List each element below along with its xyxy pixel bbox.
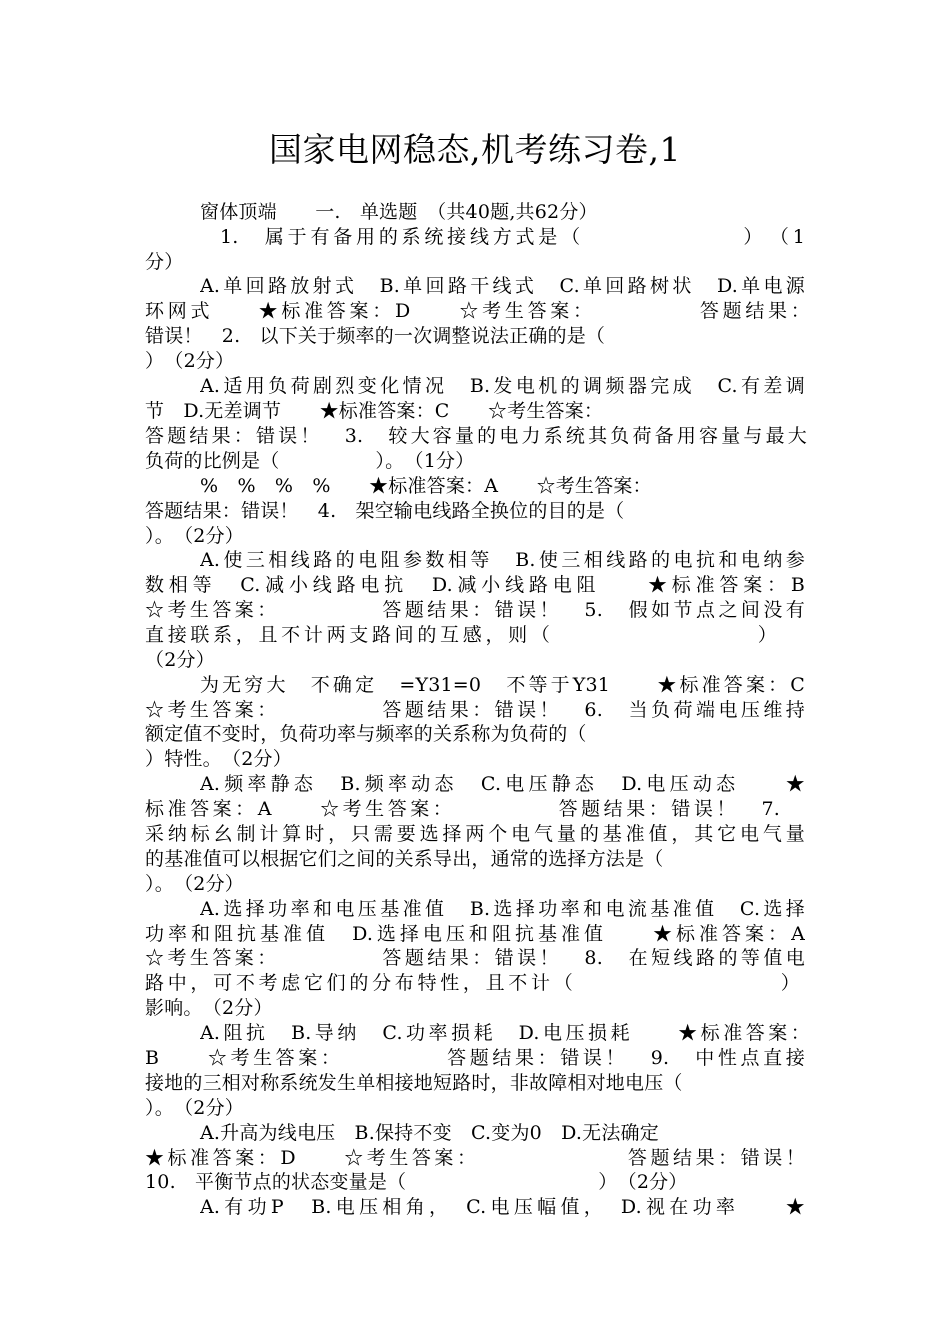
question-3-line: 负荷的比例是（ ）。 （1分） bbox=[145, 450, 475, 472]
question-4-options: A.使三相线路的电阻参数相等 B.使三相线路的电抗和电纳参 bbox=[200, 549, 805, 571]
question-5-line: 直接联系，且不计两支路间的互感，则（ ） bbox=[145, 624, 777, 646]
question-10-line: 10. 平衡节点的状态变量是（ ） （2分） bbox=[145, 1171, 688, 1193]
document-title: 国家电网稳态,机考练习卷,1 bbox=[269, 130, 681, 169]
question-7-options: A.选择功率和电压基准值 B.选择功率和电流基准值 C.选择 bbox=[200, 898, 805, 920]
question-3-options-answer: % % % % ★标准答案：A ☆考生答案： bbox=[200, 475, 652, 497]
question-1-answer: 环网式 ★标准答案：D ☆考生答案： 答题结果： bbox=[145, 300, 810, 322]
question-6-answer: 标准答案：A ☆考生答案： 答题结果：错误！ 7. bbox=[145, 798, 780, 820]
question-8-options-answer: A.阻抗 B.导纳 C.功率损耗 D.电压损耗 ★标准答案： bbox=[200, 1022, 810, 1044]
question-1-line: 1. 属于有备用的系统接线方式是（ ） （1 bbox=[220, 226, 805, 248]
question-7-line: 的基准值可以根据它们之间的关系导出，通常的选择方法是（ bbox=[145, 848, 664, 870]
section-header: 窗体顶端 一. 单选题 （共40题,共62分） bbox=[200, 201, 598, 223]
question-2-line: ） （2分） bbox=[145, 350, 235, 372]
question-2-answer: 节 D.无差调节 ★标准答案：C ☆考生答案： bbox=[145, 400, 604, 422]
question-4-options-answer: 数相等 C.减小线路电抗 D.减小线路电阻 ★标准答案：B bbox=[145, 574, 805, 596]
question-5-options-answer: 为无穷大 不确定 =Y31=0 不等于Y31 ★标准答案：C bbox=[200, 674, 805, 696]
question-2-line: 错误！ 2. 以下关于频率的一次调整说法正确的是（ bbox=[145, 325, 606, 347]
question-4-line: 答题结果：错误！ 4. 架空输电线路全换位的目的是（ bbox=[145, 500, 625, 522]
question-9-line: ）。 （2分） bbox=[145, 1097, 244, 1119]
question-3-line: 答题结果：错误！ 3. 较大容量的电力系统其负荷备用容量与最大 bbox=[145, 425, 807, 447]
question-6-line: ）特性。 （2分） bbox=[145, 748, 292, 770]
question-2-options: A.适用负荷剧烈变化情况 B.发电机的调频器完成 C.有差调 bbox=[200, 375, 805, 397]
question-9-line: B ☆考生答案： 答题结果：错误！ 9. 中性点直接 bbox=[145, 1047, 805, 1069]
question-10-options: A.有功P B.电压相角， C.电压幅值， D.视在功率 ★ bbox=[200, 1196, 805, 1218]
question-6-line: ☆考生答案： 答题结果：错误！ 6. 当负荷端电压维持 bbox=[145, 699, 805, 721]
question-8-line: 影响。 （2分） bbox=[145, 997, 273, 1019]
question-7-line: ）。 （2分） bbox=[145, 873, 244, 895]
question-7-line: 采纳标幺制计算时，只需要选择两个电气量的基准值，其它电气量 bbox=[145, 823, 805, 845]
question-5-line: （2分） bbox=[145, 649, 215, 671]
question-9-line: 接地的三相对称系统发生单相接地短路时，非故障相对地电压（ bbox=[145, 1072, 683, 1094]
question-1-options: A.单回路放射式 B.单回路干线式 C.单回路树状 D.单电源 bbox=[200, 275, 805, 297]
question-7-options-answer: 功率和阻抗基准值 D.选择电压和阻抗基准值 ★标准答案：A bbox=[145, 923, 805, 945]
question-9-options: A.升高为线电压 B.保持不变 C.变为0 D.无法确定 bbox=[200, 1122, 659, 1144]
question-5-line: ☆考生答案： 答题结果：错误！ 5. 假如节点之间没有 bbox=[145, 599, 805, 621]
question-8-line: 路中，可不考虑它们的分布特性，且不计（ ） bbox=[145, 972, 800, 994]
question-6-line: 额定值不变时，负荷功率与频率的关系称为负荷的（ bbox=[145, 723, 587, 745]
question-1-line: 分） bbox=[145, 251, 184, 273]
question-8-line: ☆考生答案： 答题结果：错误！ 8. 在短线路的等值电 bbox=[145, 947, 805, 969]
question-9-answer: ★标准答案：D ☆考生答案： 答题结果：错误！ bbox=[145, 1147, 805, 1169]
question-6-options: A.频率静态 B.频率动态 C.电压静态 D.电压动态 ★ bbox=[200, 773, 805, 795]
question-4-line: ）。 （2分） bbox=[145, 525, 244, 547]
